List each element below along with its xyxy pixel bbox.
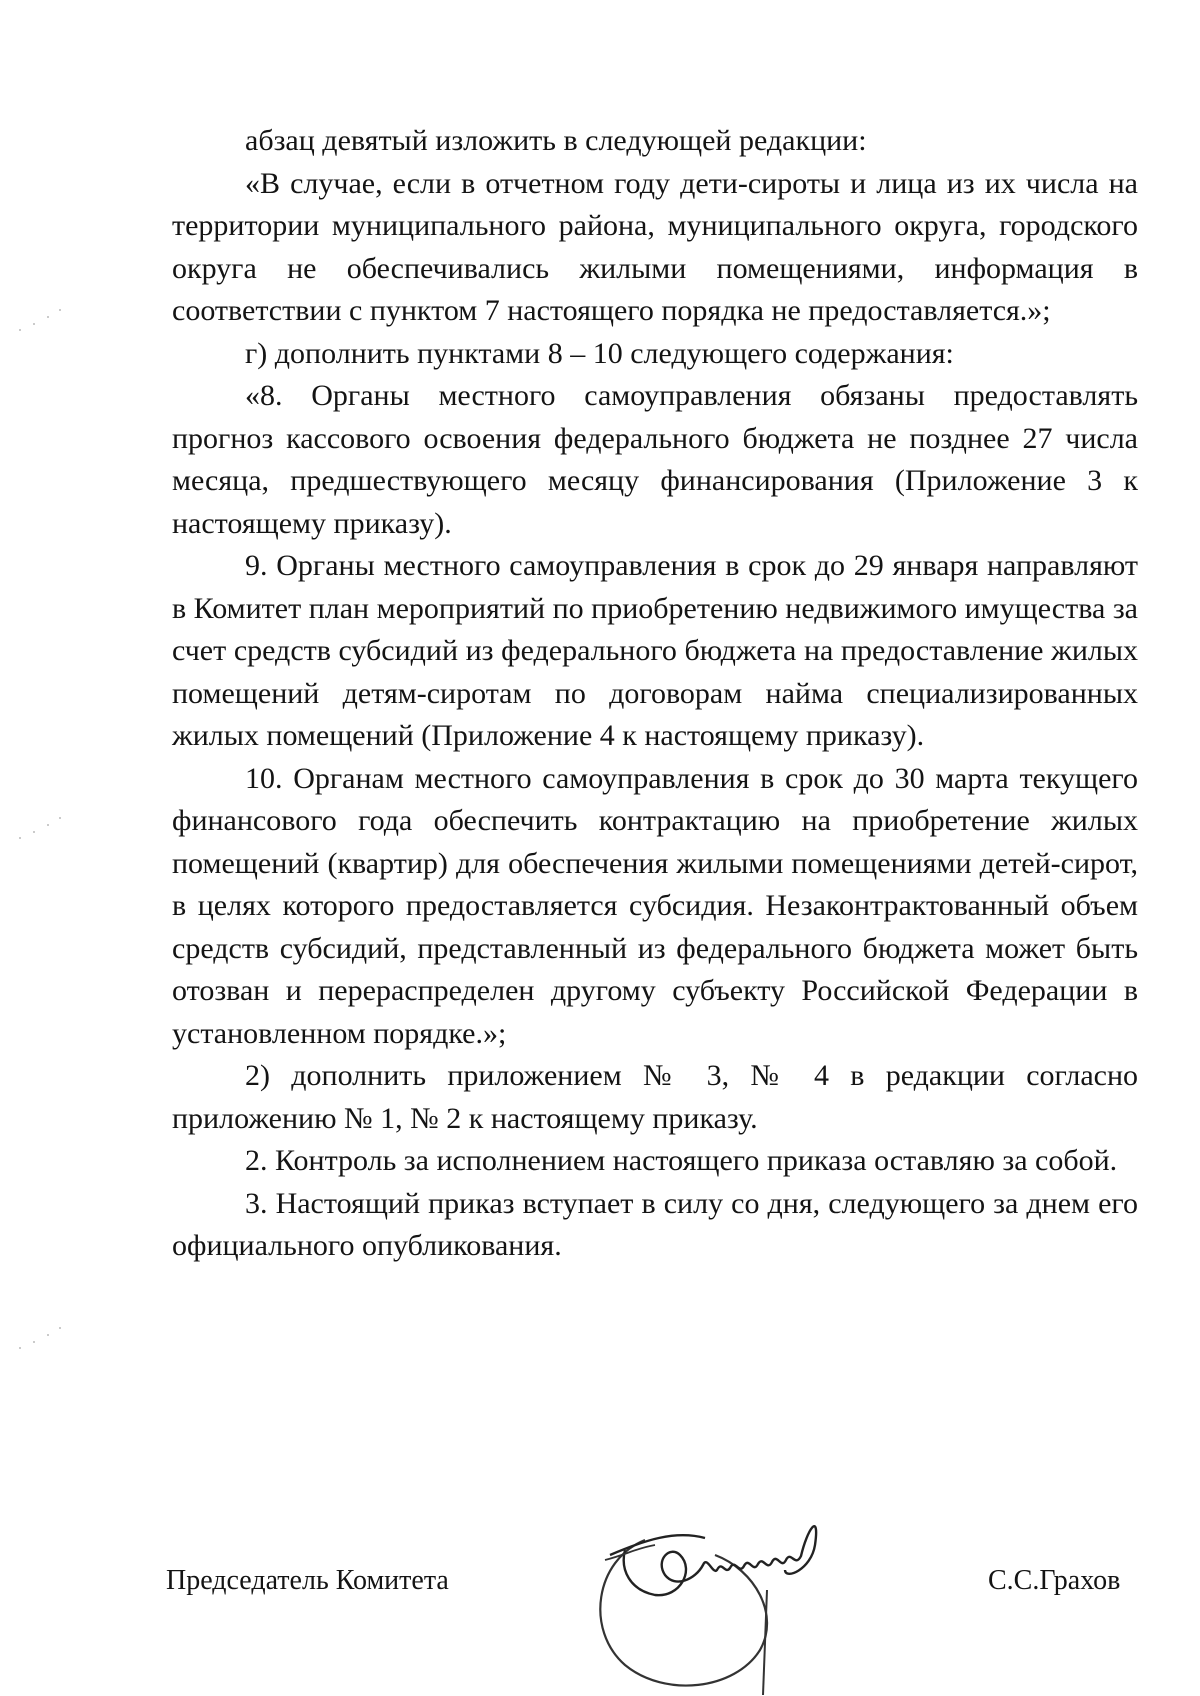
scan-artifact xyxy=(10,300,70,340)
paragraph-effective-date: 3. Настоящий приказ вступает в силу со дня, следующего за днем его официального опубликования. xyxy=(172,1186,1138,1262)
paragraph-control: 2. Контроль за исполнением настоящего приказа оставляю за собой. xyxy=(245,1144,1118,1177)
paragraph-abzac-nine: абзац девятый изложить в следующей редакции: xyxy=(245,124,867,157)
paragraph-point-10: 10. Органам местного самоуправления в срок до 30 марта текущего финансового года обеспечить контрактацию на приобретение жилых помещений (квартир) для обеспечения жилыми помещениями детей-сирот, в целях которого предоставляется субсидия. Незаконтрактованный объем средств субсидий, представленный из федерального бюджета может быть отозван и перераспределен другому субъекту Российской Федерации в установленном порядке.»; xyxy=(172,761,1138,1050)
paragraph-point-8: «8. Органы местного самоуправления обязаны предоставлять прогноз кассового освоения федерального бюджета не позднее 27 числа месяца, предшествующего месяцу финансирования (Приложение 3 к настоящему приказу). xyxy=(172,379,1138,540)
signatory-name: С.С.Грахов xyxy=(988,1565,1121,1596)
scan-artifact xyxy=(10,808,70,848)
signature-stamp-image xyxy=(585,1500,885,1695)
signatory-position: Председатель Комитета xyxy=(166,1565,449,1596)
paragraph-point-9: 9. Органы местного самоуправления в срок до 29 января направляют в Комитет план мероприятий по приобретению недвижимого имущества за счет средств субсидий из федерального бюджета на предоставление жилых помещений детям-сиротам по договорам найма специализированных жилых помещений (Приложение 4 к настоящему приказу). xyxy=(172,549,1138,752)
paragraph-add-appendix: 2) дополнить приложением № 3, № 4 в редакции согласно приложению № 1, № 2 к настоящему приказу. xyxy=(172,1059,1138,1135)
document-body xyxy=(172,120,1138,1268)
paragraph-add-points: г) дополнить пунктами 8 – 10 следующего содержания: xyxy=(245,336,954,370)
paragraph-quote-orphans: «В случае, если в отчетном году дети-сироты и лица из их числа на территории муниципального района, муниципального округа, городского округа не обеспечивались жилыми помещениями, информация в соответствии с пунктом 7 настоящего порядка не предоставляется.»; xyxy=(172,166,1138,327)
scan-artifact xyxy=(10,1318,70,1358)
